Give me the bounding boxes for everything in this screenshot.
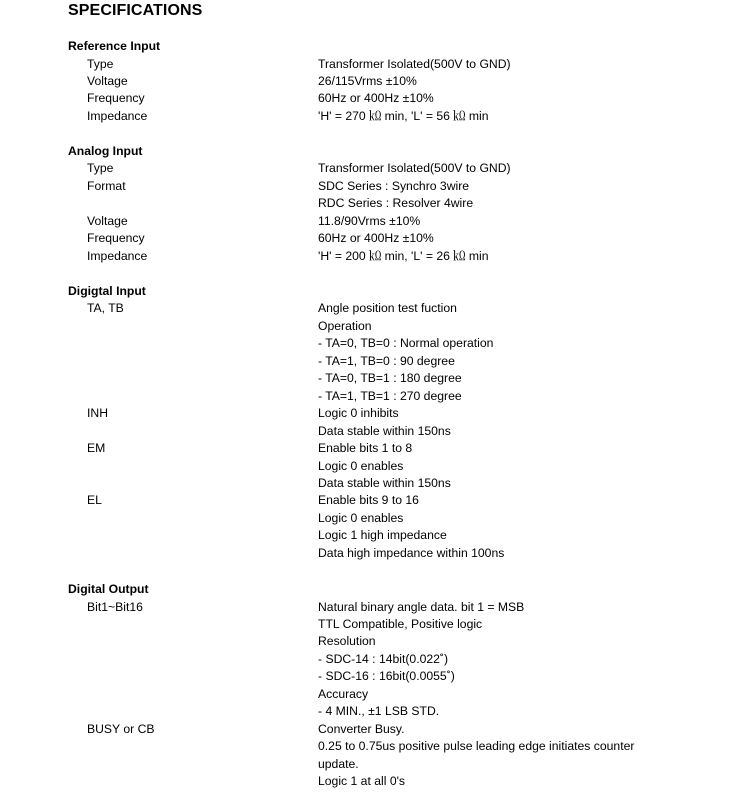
- param-label: Frequency: [87, 91, 145, 106]
- param-value: Logic 0 enables: [318, 510, 404, 525]
- param-value: Data stable within 150ns: [318, 423, 451, 438]
- param-label: Frequency: [87, 231, 145, 246]
- param-label: Voltage: [87, 73, 128, 88]
- param-value: 'H' = 270 ㏀ min, 'L' = 56 ㏀ min: [318, 108, 489, 123]
- param-label: BUSY or CB: [87, 721, 155, 736]
- param-value: - SDC-16 : 16bit(0.0055˚): [318, 669, 455, 684]
- param-value: update.: [318, 756, 359, 771]
- param-value: Logic 0 inhibits: [318, 406, 399, 421]
- section-heading-analog-input: Analog Input: [68, 144, 143, 158]
- param-value: 60Hz or 400Hz ±10%: [318, 91, 434, 106]
- param-value: Natural binary angle data. bit 1 = MSB: [318, 599, 525, 614]
- param-value: Logic 0 enables: [318, 458, 404, 473]
- param-label: Impedance: [87, 108, 148, 123]
- param-label: EM: [87, 441, 106, 455]
- param-label: Format: [87, 178, 126, 193]
- param-value: Data high impedance within 100ns: [318, 545, 505, 560]
- param-value: - TA=1, TB=1 : 270 degree: [318, 388, 462, 403]
- param-value: 60Hz or 400Hz ±10%: [318, 231, 434, 246]
- page-title: SPECIFICATIONS: [68, 2, 203, 19]
- param-value: Resolution: [318, 634, 376, 649]
- param-value: - SDC-14 : 14bit(0.022˚): [318, 651, 449, 666]
- param-value: 'H' = 200 ㏀ min, 'L' = 26 ㏀ min: [318, 248, 489, 263]
- param-value: RDC Series : Resolver 4wire: [318, 196, 474, 211]
- param-label: EL: [87, 493, 102, 508]
- param-value: Angle position test fuction: [318, 301, 457, 316]
- param-value: - TA=0, TB=1 : 180 degree: [318, 371, 462, 386]
- param-value: - TA=0, TB=0 : Normal operation: [318, 336, 494, 351]
- param-value: - 4 MIN., ±1 LSB STD.: [318, 704, 440, 719]
- param-value: Transformer Isolated(500V to GND): [318, 161, 511, 176]
- param-value: 0.25 to 0.75us positive pulse leading edge initiates counter: [318, 739, 635, 753]
- param-value: Accuracy: [318, 686, 369, 701]
- param-value: Converter Busy.: [318, 721, 405, 736]
- param-value: Data stable within 150ns: [318, 475, 451, 490]
- param-value: Logic 1 at all 0's: [318, 774, 406, 788]
- section-heading-digital-output: Digital Output: [68, 582, 149, 596]
- param-label: INH: [87, 406, 108, 421]
- param-value: 11.8/90Vrms ±10%: [318, 213, 421, 228]
- param-label: Type: [87, 56, 114, 71]
- param-value: - TA=1, TB=0 : 90 degree: [318, 353, 455, 368]
- param-label: Bit1~Bit16: [87, 599, 143, 614]
- param-value: Logic 1 high impedance: [318, 528, 447, 543]
- param-value: 26/115Vrms ±10%: [318, 73, 417, 88]
- param-label: Type: [87, 161, 114, 176]
- param-label: Voltage: [87, 213, 128, 228]
- section-heading-digital-input: Digigtal Input: [68, 284, 146, 298]
- section-heading-reference-input: Reference Input: [68, 39, 161, 53]
- param-value: Operation: [318, 318, 372, 333]
- param-label: TA, TB: [87, 301, 124, 316]
- param-value: Enable bits 1 to 8: [318, 441, 413, 455]
- param-value: Transformer Isolated(500V to GND): [318, 56, 511, 71]
- param-value: TTL Compatible, Positive logic: [318, 616, 483, 631]
- param-value: SDC Series : Synchro 3wire: [318, 178, 470, 193]
- param-value: Enable bits 9 to 16: [318, 493, 419, 508]
- param-label: Impedance: [87, 248, 148, 263]
